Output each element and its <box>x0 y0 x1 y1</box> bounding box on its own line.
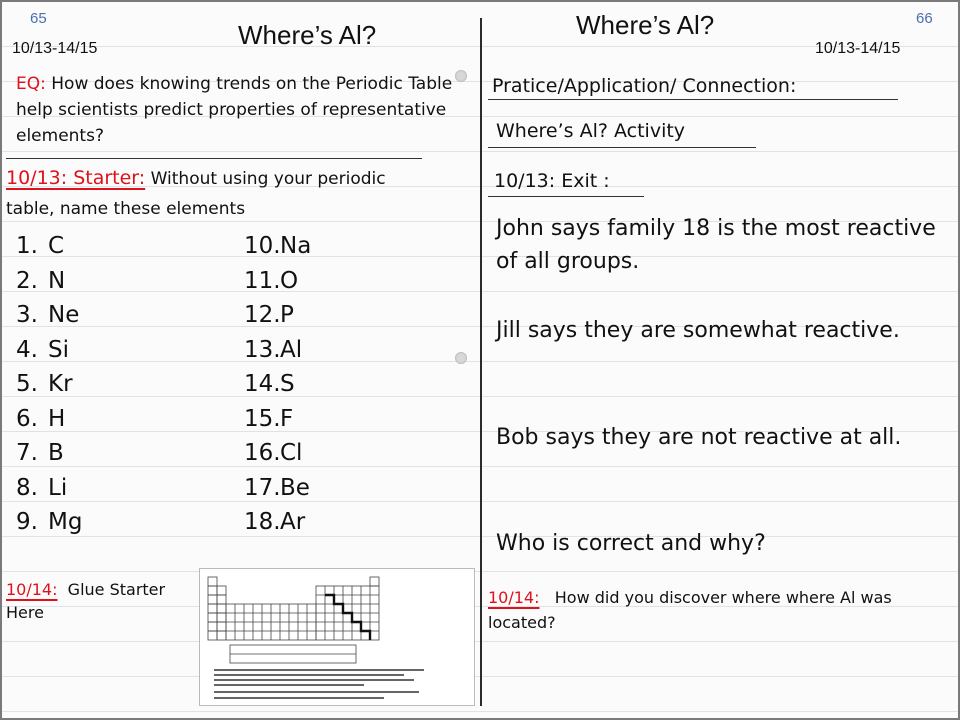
element-number: 12. <box>244 302 281 328</box>
left-page-title: Where’s Al? <box>238 20 377 50</box>
element-item <box>16 505 82 540</box>
element-item <box>244 505 311 540</box>
element-symbol: Ne <box>48 302 80 328</box>
element-number: 3. <box>16 302 38 328</box>
element-symbol: Ar <box>280 509 306 535</box>
followup-section <box>488 585 928 635</box>
element-number: 18. <box>244 509 281 535</box>
element-item <box>16 436 82 471</box>
element-number: 17. <box>244 474 281 501</box>
element-symbol: H <box>48 405 66 432</box>
followup-text: How did you discover where where Al was located? <box>488 588 892 632</box>
element-symbol: Si <box>48 336 69 363</box>
element-symbol: F <box>280 405 294 432</box>
starter-text: Without using your periodic table, name these elements <box>6 169 386 219</box>
element-symbol: O <box>280 267 299 294</box>
element-number: 1. <box>16 233 38 259</box>
eq-label: EQ: <box>16 74 46 94</box>
element-symbol: Mg <box>48 509 83 535</box>
exit-underline <box>488 196 644 197</box>
activity-underline <box>488 147 756 148</box>
exit-question: Who is correct and why? <box>496 531 766 556</box>
right-page-title: Where’s Al? <box>576 10 715 40</box>
element-item <box>16 229 82 264</box>
element-symbol: S <box>280 371 295 397</box>
practice-underline <box>488 99 898 100</box>
element-number: 16. <box>244 440 281 466</box>
essential-question <box>16 71 486 149</box>
element-item <box>244 471 311 506</box>
element-number: 6. <box>16 405 38 432</box>
section-divider <box>6 158 422 159</box>
element-list-1-9 <box>16 229 82 540</box>
element-item <box>244 229 311 264</box>
glue-label: 10/14: <box>6 580 58 599</box>
element-symbol: Cl <box>280 440 303 466</box>
element-number: 7. <box>16 440 38 466</box>
element-item <box>16 402 82 437</box>
starter-section <box>6 163 426 224</box>
element-number: 10. <box>244 233 281 259</box>
element-item <box>244 298 311 333</box>
element-list-10-18 <box>244 229 311 540</box>
element-number: 2. <box>16 267 38 294</box>
glue-text: Glue Starter Here <box>6 580 166 622</box>
right-page-number: 66 <box>916 10 933 27</box>
element-item <box>244 333 311 368</box>
element-symbol: Li <box>48 474 68 501</box>
starter-label: 10/13: Starter: <box>6 167 146 189</box>
periodic-table-worksheet-image <box>199 568 475 706</box>
element-symbol: Na <box>280 233 312 259</box>
activity-title: Where’s Al? Activity <box>496 120 686 142</box>
element-number: 15. <box>244 405 281 432</box>
element-item <box>16 264 82 299</box>
element-symbol: C <box>48 233 65 259</box>
element-symbol: P <box>280 302 294 328</box>
element-symbol: N <box>48 267 66 294</box>
eq-text: How does knowing trends on the Periodic Table help scientists predict properties of representative elements? <box>16 74 453 146</box>
left-date: 10/13-14/15 <box>12 40 98 57</box>
element-item <box>244 402 311 437</box>
element-number: 14. <box>244 371 281 397</box>
element-number: 5. <box>16 371 38 397</box>
element-item <box>244 436 311 471</box>
element-number: 4. <box>16 336 38 363</box>
periodic-table-thumbnail-icon <box>200 569 474 705</box>
element-number: 9. <box>16 509 38 535</box>
element-number: 13. <box>244 336 281 363</box>
exit-paragraph-2: Jill says they are somewhat reactive. <box>496 318 900 343</box>
element-symbol: B <box>48 440 64 466</box>
exit-paragraph-1: John says family 18 is the most reactive of all groups. <box>496 216 936 274</box>
glue-section <box>6 578 176 624</box>
element-symbol: Kr <box>48 371 73 397</box>
element-number: 11. <box>244 267 281 294</box>
element-item <box>16 471 82 506</box>
element-item <box>244 367 311 402</box>
right-date: 10/13-14/15 <box>815 40 901 57</box>
element-item <box>16 333 82 368</box>
element-item <box>244 264 311 299</box>
element-item <box>16 298 82 333</box>
binder-hole-icon <box>455 352 467 364</box>
element-symbol: Al <box>280 336 303 363</box>
followup-label: 10/14: <box>488 588 540 607</box>
element-symbol: Be <box>280 474 310 501</box>
element-item <box>16 367 82 402</box>
left-page-number: 65 <box>30 10 47 27</box>
practice-label: Pratice/Application/ Connection: <box>492 75 797 97</box>
exit-paragraph-3: Bob says they are not reactive at all. <box>496 425 902 450</box>
exit-label: 10/13: Exit : <box>494 170 610 192</box>
element-number: 8. <box>16 474 38 501</box>
